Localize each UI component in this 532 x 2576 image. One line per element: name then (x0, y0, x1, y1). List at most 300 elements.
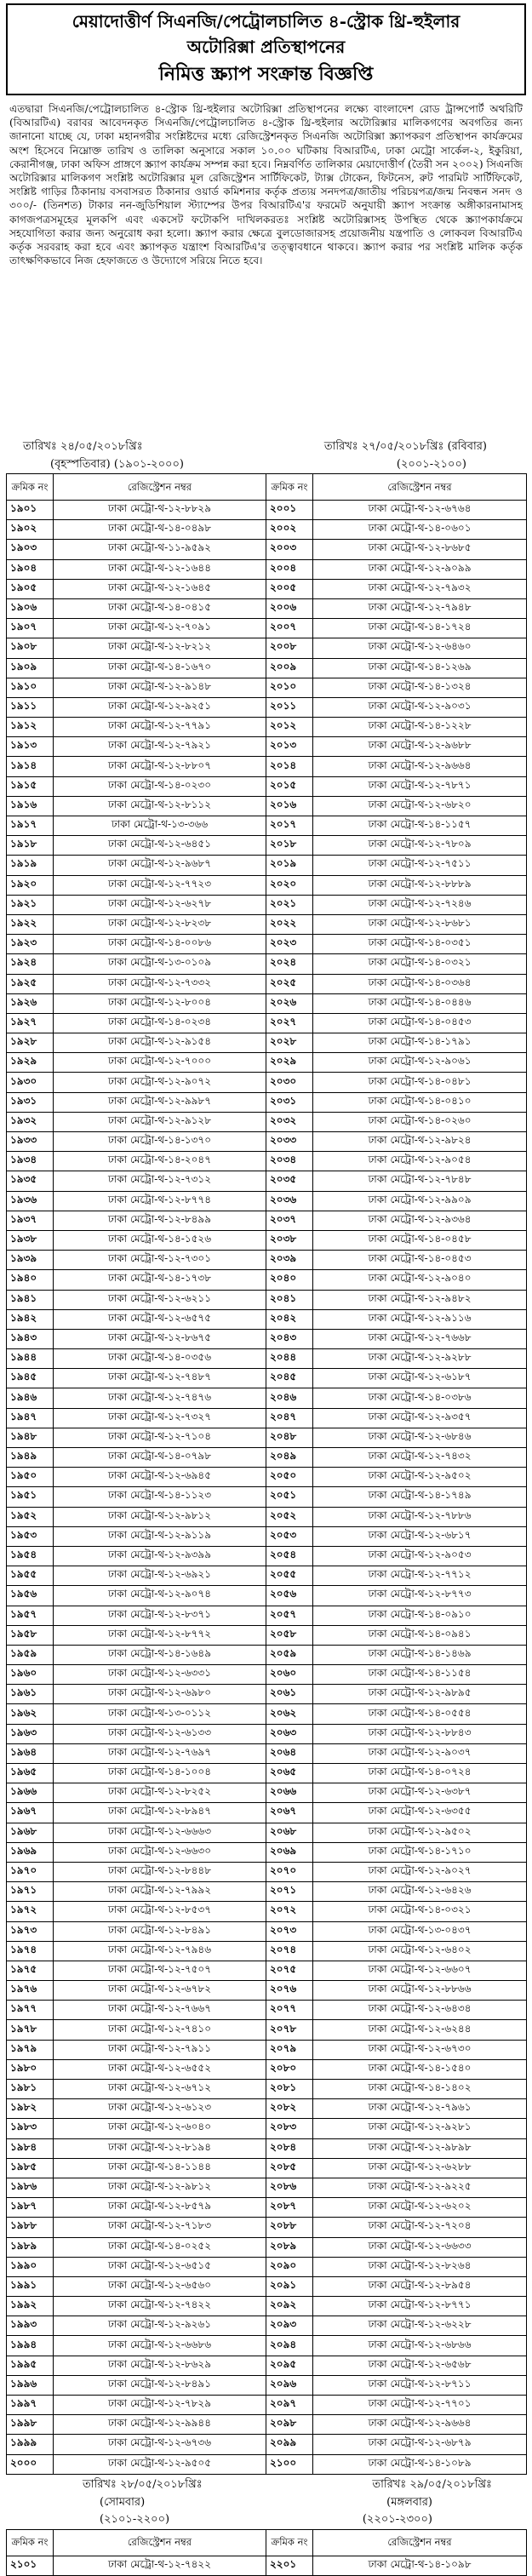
registration-cell: ঢাকা মেট্রো-থ-১২-৮৪৯১ (54, 1921, 266, 1941)
serial-cell: ২০৪৭ (266, 1408, 313, 1428)
registration-cell: ঢাকা মেট্রো-থ-১৪-১২৬৯ (313, 658, 527, 678)
serial-cell: ১৯২৪ (7, 954, 54, 974)
table-row (7, 1724, 527, 1743)
table-row (7, 1842, 527, 1862)
serial-cell: ২০২৯ (266, 1053, 313, 1073)
registration-cell: ঢাকা মেট্রো-থ-১২-৭৯৬১ (313, 2099, 527, 2119)
registration-cell: ঢাকা মেট্রো-থ-১২-৯৮১২ (54, 1507, 266, 1526)
registration-cell: ঢাকা মেট্রো-থ-১২-৬৫৬০ (54, 2276, 266, 2296)
registration-cell: ঢাকা মেট্রো-থ-১২-৯৬৬৪ (313, 757, 527, 776)
serial-cell: ১৯৫০ (7, 1468, 54, 1487)
serial-cell: ১৯৬১ (7, 1685, 54, 1704)
serial-cell: ২০৪৯ (266, 1448, 313, 1468)
header-line-1: মেয়াদোত্তীর্ণ সিএনজি/পেট্রোলচালিত ৪-স্ট্রোক থ্রি-হুইলার (72, 11, 460, 31)
registration-cell: ঢাকা মেট্রো-থ-১২-৬২০২ (313, 2198, 527, 2218)
registration-cell: ঢাকা মেট্রো-থ-১২-৯২৮৮ (313, 1349, 527, 1369)
serial-cell: ২০৭২ (266, 1902, 313, 1921)
serial-cell: ২০৮৯ (266, 2237, 313, 2257)
registration-cell: ঢাকা মেট্রো-থ-১২-৮৮৪৩ (313, 1724, 527, 1743)
serial-cell: ২০৪৩ (266, 1329, 313, 1348)
serial-cell: ১৯৪১ (7, 1290, 54, 1309)
serial-cell: ২১০১ (7, 2556, 54, 2575)
table-row (7, 1073, 527, 1092)
registration-cell: ঢাকা মেট্রো-থ-১২-৭৯২১ (54, 737, 266, 757)
table-row (7, 1941, 527, 1961)
serial-cell: ২০৪০ (266, 1270, 313, 1290)
serial-cell: ১৯৩০ (7, 1073, 54, 1092)
registration-cell: ঢাকা মেট্রো-থ-১২-৭৯৪৬ (54, 1941, 266, 1961)
registration-cell: ঢাকা মেট্রো-থ-১২-৯০৫৩ (313, 1546, 527, 1566)
section2-dates (6, 2476, 526, 2495)
registration-cell: ঢাকা মেট্রো-থ-১৪-১১৫৭ (313, 816, 527, 836)
registration-cell: ঢাকা মেট্রো-থ-১২-৭৪৩২ (313, 1448, 527, 1468)
registration-cell: ঢাকা মেট্রো-থ-১৪-১৩৭০ (54, 1132, 266, 1152)
table-row (7, 540, 527, 559)
table-row (7, 1803, 527, 1823)
section2-range-row (6, 2512, 526, 2529)
table-row (7, 895, 527, 914)
serial-cell: ২০৮১ (266, 2080, 313, 2099)
serial-cell: ১৯২৮ (7, 1033, 54, 1053)
registration-cell: ঢাকা মেট্রো-থ-১২-৮৩৭১ (54, 1606, 266, 1625)
serial-cell: ২০৯৬ (266, 2375, 313, 2395)
registration-cell: ঢাকা মেট্রো-থ-১২-৬৪৫১ (54, 836, 266, 856)
registration-cell: ঢাকা মেট্রো-থ-১২-৭৮৮৬ (313, 1507, 527, 1526)
serial-cell: ১৯৭৪ (7, 1941, 54, 1961)
notice-paragraph: এতদ্বারা সিএনজি/পেট্রোলচালিত ৪-স্ট্রোক থ্রি-হুইলার অটোরিক্সা প্রতিস্থাপনের লক্ষ্যে বাংলাদেশ রোড ট্রান্সপোর্ট অথরিটি (বিআরটিএ) বরাবর আবেদনকৃত সিএনজি/পেট্রোলচালিত ৪-স্ট্রোক থ্রি-হুইলার অটোরিক্সার মালিকগণের অবগতির জন্য জানানো যাচ্ছে যে, ঢাকা মহানগরীর সংশ্লিষ্টদের মধ্যে রেজিস্ট্রেশনকৃত সিএনজি অটোরিক্সা স্ক্র্যাপকরণ প্রতিস্থাপন কার্যক্রমের অংশ হিসেবে নিম্নোক্ত তারিখ ও তালিকা অনুসারে সকাল ১০.০০ ঘটিকায় বিআরটিএ, ঢাকা মেট্রো সার্কেল-২, ইকুরিয়া, কেরানীগঞ্জ, ঢাকা অফিস প্রাঙ্গণে স্ক্র্যাপ কার্যক্রম সম্পন্ন করা হবে। নিম্নবর্ণিত তালিকার মেয়াদোত্তীর্ণ (তৈরী সন ২০০২) সিএনজি অটোরিক্সার মালিকগণ সংশ্লিষ্ট অটোরিক্সার মূল রেজিস্ট্রেশন সার্টিফিকেট, ট্যাক্স টোকেন, ফিটনেস, রুট পারমিট সার্টিফিকেট, সংশ্লিষ্ট গাড়ির ঠিকানায় বসবাসরত ঠিকানার ওয়ার্ড কমিশনার কর্তৃক প্রত্যয় সনদপত্র/জাতীয় পরিচয়পত্র/জন্ম নিবন্ধন সনদ ও ৩০০/- (তিনশত) টাকার নন-জুডিশিয়াল স্ট্যাম্পের উপর বিআরটিএ'র ফরমেট অনুযায়ী স্ক্র্যাপ সংক্রান্ত অঙ্গীকারনামাসহ কাগজপত্রসমূহের মূলকপি এবং একসেট ফটোকপি দাখিলকরতঃ সংশ্লিষ্ট অটোরিক্সাসহ উপস্থিত থেকে স্ক্র্যাপকার্যক্রমে সহযোগিতা করার জন্য অনুরোধ করা হলো। স্ক্র্যাপ করার ক্ষেত্রে বুলডোজারসহ প্রয়োজনীয় যন্ত্রপাতি ও লোকবল বিআরটিএ কর্তৃক সরবরাহ করা হবে এবং স্ক্র্যাপকৃত যন্ত্রাংশ বিআরটিএ'র তত্ত্বাবধানে থাকবে। স্ক্র্যাপ করার পর সংশ্লিষ্ট মালিক কর্তৃক তাৎক্ষণিকভাবে নিজ হেফাজতে ও উদ্যোগে সরিয়ে নিতে হবে। (9, 103, 523, 267)
table-row (7, 559, 527, 579)
table-row (7, 1507, 527, 1526)
registration-cell: ঢাকা মেট্রো-থ-১২-৬৩৮৭ (313, 1783, 527, 1803)
serial-cell: ১৯৪৯ (7, 1448, 54, 1468)
serial-cell: ১৯৫৫ (7, 1566, 54, 1586)
serial-cell: ২০৭৪ (266, 1941, 313, 1961)
registration-cell: ঢাকা মেট্রো-থ-১৪-১৬৭০ (54, 658, 266, 678)
table-row (7, 1033, 527, 1053)
table-row (7, 1251, 527, 1270)
registration-cell: ঢাকা মেট্রো-থ-১২-৮৪৪৮ (54, 1862, 266, 1881)
registration-cell: ঢাকা মেট্রো-থ-১৪-০৭২৪ (313, 1764, 527, 1783)
table-row (7, 678, 527, 697)
table-row (7, 1665, 527, 1685)
registration-cell: ঢাকা মেট্রো-থ-১২-৬২৮৮ (313, 2158, 527, 2178)
serial-header: ক্রমিক নং (266, 474, 313, 501)
serial-cell: ১৯৯০ (7, 2257, 54, 2276)
serial-cell: ১৯০৭ (7, 619, 54, 638)
notice-header (6, 3, 526, 95)
serial-cell: ১৯৩২ (7, 1112, 54, 1131)
table-row (7, 1981, 527, 2001)
serial-cell: ২০১৪ (266, 757, 313, 776)
serial-cell: ২০০৫ (266, 579, 313, 598)
registration-cell: ঢাকা মেট্রো-থ-১৪-০৯১০ (313, 1606, 527, 1625)
registration-cell: ঢাকা মেট্রো-থ-১৪-০৪৫৩ (313, 1013, 527, 1033)
table-row (7, 1152, 527, 1171)
serial-cell: ১৯৬৭ (7, 1803, 54, 1823)
serial-cell: ১৯৩১ (7, 1092, 54, 1112)
registration-cell: ঢাকা মেট্রো-থ-১২-৭৮৭১ (313, 776, 527, 796)
serial-cell: ২০৬৮ (266, 1823, 313, 1842)
registration-cell: ঢাকা মেট্রো-থ-১২-৭৯৪৮ (313, 598, 527, 618)
registration-cell: ঢাকা মেট্রো-থ-১২-৭৬৯৭ (54, 1743, 266, 1763)
serial-cell: ২০৫৮ (266, 1625, 313, 1645)
registration-cell: ঢাকা মেট্রো-থ-১২-৬৫৭৫ (54, 1309, 266, 1329)
registration-cell: ঢাকা মেট্রো-থ-১২-৬১৩৩ (54, 1724, 266, 1743)
registration-cell: ঢাকা মেট্রো-থ-১২-৮৫৭৯ (54, 2198, 266, 2218)
registration-cell: ঢাকা মেট্রো-থ-১৪-১১৪৪ (54, 2158, 266, 2178)
serial-cell: ১৯০৬ (7, 598, 54, 618)
registration-cell: ঢাকা মেট্রো-থ-১২-৭৬৬৮ (313, 1329, 527, 1348)
registration-cell: ঢাকা মেট্রো-থ-১৪-০৩২১ (313, 954, 527, 974)
serial-cell: ১৯৬২ (7, 1704, 54, 1724)
serial-cell: ১৯৫৩ (7, 1526, 54, 1546)
registration-cell: ঢাকা মেট্রো-থ-১৪-০০৮৬ (54, 935, 266, 954)
registration-cell: ঢাকা মেট্রো-থ-১২-৬৮৬৬ (313, 2336, 527, 2356)
registration-cell: ঢাকা মেট্রো-থ-১২-৬৭১২ (54, 2080, 266, 2099)
table-row (7, 1526, 527, 1546)
serial-cell: ১৯৩৩ (7, 1132, 54, 1152)
serial-cell: ২০৬৭ (266, 1803, 313, 1823)
table-row (7, 1546, 527, 1566)
registration-cell: ঢাকা মেট্রো-থ-১৪-০৪৮১ (313, 1073, 527, 1092)
registration-cell: ঢাকা মেট্রো-থ-১২-৮৭৭১ (313, 2297, 527, 2316)
serial-cell: ১৯৩৪ (7, 1152, 54, 1171)
table-row (7, 856, 527, 875)
serial-cell: ১৯৩৮ (7, 1230, 54, 1250)
serial-cell: ২০৫৯ (266, 1645, 313, 1664)
serial-cell: ২০৬৪ (266, 1743, 313, 1763)
registration-cell: ঢাকা মেট্রো-থ-১৪-০২৩০ (54, 776, 266, 796)
serial-cell: ১৯৭৭ (7, 2001, 54, 2020)
registration-cell: ঢাকা মেট্রো-থ-১৪-১১২৩ (54, 1487, 266, 1507)
registration-cell: ঢাকা মেট্রো-থ-১৪-০২৫২ (54, 2237, 266, 2257)
section1-date-right: তারিখঃ ২৭/০৫/২০১৮খ্রিঃ (রবিবার) (323, 439, 487, 453)
section2-ranges (6, 2495, 526, 2512)
table-row (7, 2316, 527, 2336)
serial-cell: ১৯৪৭ (7, 1408, 54, 1428)
serial-cell: ২০২২ (266, 914, 313, 934)
registration-cell: ঢাকা মেট্রো-থ-১২-৭০৯১ (54, 619, 266, 638)
registration-cell: ঢাকা মেট্রো-থ-১২-১৬৪৫ (54, 579, 266, 598)
registration-cell: ঢাকা মেট্রো-থ-১৪-১৪০২ (313, 2080, 527, 2099)
serial-cell: ২০১১ (266, 697, 313, 717)
serial-cell: ১৯১৯ (7, 856, 54, 875)
serial-cell: ২০৮৮ (266, 2218, 313, 2237)
serial-cell: ১৯১২ (7, 718, 54, 737)
registration-cell: ঢাকা মেট্রো-থ-১২-৯১২৮ (54, 1112, 266, 1131)
table-row (7, 1369, 527, 1388)
registration-cell: ঢাকা মেট্রো-থ-১২-৭৯১১ (54, 2040, 266, 2059)
serial-cell: ১৯৬৮ (7, 1823, 54, 1842)
registration-cell: ঢাকা মেট্রো-থ-১২-৬৯৪৫ (54, 1468, 266, 1487)
table-row (7, 1882, 527, 1902)
registration-cell: ঢাকা মেট্রো-থ-১৪-১২২৮ (313, 718, 527, 737)
registration-cell: ঢাকা মেট্রো-থ-১৪-০৪১০ (313, 1092, 527, 1112)
serial-cell: ১৯৫৮ (7, 1625, 54, 1645)
table-row (7, 993, 527, 1013)
table-row (7, 2435, 527, 2454)
table-row (7, 1645, 527, 1664)
table-row (7, 2556, 527, 2575)
serial-cell: ২০১৯ (266, 856, 313, 875)
serial-cell: ২০৩৫ (266, 1171, 313, 1191)
registration-cell: ঢাকা মেট্রো-থ-১২-৬৪২৬ (313, 1882, 527, 1902)
registration-cell: ঢাকা মেট্রো-থ-১২-৬৬৮৬ (54, 2336, 266, 2356)
reg-header: রেজিস্ট্রেশন নম্বর (54, 2529, 266, 2556)
serial-cell: ২০৮৬ (266, 2178, 313, 2197)
registration-cell: ঢাকা মেট্রো-থ-১২-৯১৪৮ (54, 678, 266, 697)
table-row (7, 1211, 527, 1230)
table-row (7, 1448, 527, 1468)
section2-range-left: (২১০১-২২০০) (100, 2513, 170, 2527)
registration-cell: ঢাকা মেট্রো-থ-১৪-০৬০১ (313, 520, 527, 540)
table-row (7, 1191, 527, 1211)
serial-cell: ২০৬২ (266, 1704, 313, 1724)
serial-cell: ১৯০২ (7, 520, 54, 540)
registration-cell: ঢাকা মেট্রো-থ-১২-৮৮২৯ (54, 501, 266, 520)
serial-cell: ২০০৯ (266, 658, 313, 678)
serial-cell: ১৯১৩ (7, 737, 54, 757)
serial-cell: ২০৩১ (266, 1092, 313, 1112)
table-row (7, 1349, 527, 1369)
table-row (7, 2099, 527, 2119)
registration-cell: ঢাকা মেট্রো-থ-১৪-০৫৫৪ (313, 1704, 527, 1724)
registration-cell: ঢাকা মেট্রো-থ-১৩-০১০৯ (54, 954, 266, 974)
registration-cell: ঢাকা মেট্রো-থ-১২-৭৭২৩ (54, 875, 266, 895)
serial-cell: ১৯৪৫ (7, 1369, 54, 1388)
serial-cell: ১৯৮৮ (7, 2218, 54, 2237)
registration-cell: ঢাকা মেট্রো-থ-১২-৯৯০৯ (313, 1191, 527, 1211)
serial-cell: ২০৯০ (266, 2257, 313, 2276)
section1-date-left: তারিখঃ ২৪/০৫/২০১৮খ্রিঃ (23, 439, 143, 453)
serial-cell: ২০২০ (266, 875, 313, 895)
serial-cell: ২০০২ (266, 520, 313, 540)
table-row (7, 2178, 527, 2197)
table-row (7, 1586, 527, 1606)
serial-cell: ২০৯৫ (266, 2356, 313, 2375)
registration-cell: ঢাকা মেট্রো-থ-১২-৯২৫১ (54, 697, 266, 717)
serial-header: ক্রমিক নং (266, 2529, 313, 2556)
serial-cell: ২০২৪ (266, 954, 313, 974)
registration-cell: ঢাকা মেট্রো-থ-১২-৭৩৩২ (54, 974, 266, 993)
table-row (7, 1783, 527, 1803)
registration-cell: ঢাকা মেট্রো-থ-১২-৮৬৮৫ (313, 540, 527, 559)
serial-cell: ২০৪৫ (266, 1369, 313, 1388)
serial-cell: ২০৩৯ (266, 1251, 313, 1270)
table-row (7, 1092, 527, 1112)
serial-cell: ১৯১৪ (7, 757, 54, 776)
section1-day-left: (বৃহস্পতিবার) (50, 457, 111, 471)
serial-cell: ২০৯৮ (266, 2415, 313, 2435)
serial-cell: ২০৫০ (266, 1468, 313, 1487)
registration-cell: ঢাকা মেট্রো-থ-১২-৭৮২৯ (54, 2396, 266, 2415)
registration-cell: ঢাকা মেট্রো-থ-১৪-১৬৪৯ (54, 1645, 266, 1664)
table-row (7, 501, 527, 520)
registration-cell: ঢাকা মেট্রো-থ-১৪-১৪৬৯ (313, 1645, 527, 1664)
serial-cell: ১৯৪২ (7, 1309, 54, 1329)
serial-cell: ২০৫৪ (266, 1546, 313, 1566)
registration-cell: ঢাকা মেট্রো-থ-১২-৬০৪০ (54, 2119, 266, 2138)
registration-cell: ঢাকা মেট্রো-থ-১২-৬৭৮২ (54, 1981, 266, 2001)
table-row (7, 954, 527, 974)
registration-cell: ঢাকা মেট্রো-থ-১২-৭৪২২ (54, 2297, 266, 2316)
table-row (7, 1704, 527, 1724)
registration-cell: ঢাকা মেট্রো-থ-১২-৯০৬১ (313, 1053, 527, 1073)
serial-cell: ২০৫১ (266, 1487, 313, 1507)
table-row (7, 1823, 527, 1842)
reg-header: রেজিস্ট্রেশন নম্বর (54, 474, 266, 501)
table-row (7, 2020, 527, 2040)
registration-cell: ঢাকা মেট্রো-থ-১২-৯৯৪৪ (54, 2415, 266, 2435)
section2-date-left: তারিখঃ ২৮/০৫/২০১৮খ্রিঃ (83, 2478, 203, 2492)
reg-header: রেজিস্ট্রেশন নম্বর (313, 2529, 527, 2556)
serial-cell: ২০১২ (266, 718, 313, 737)
serial-cell: ২০২১ (266, 895, 313, 914)
registration-cell: ঢাকা মেট্রো-থ-১২-৬৬৩০ (54, 1842, 266, 1862)
serial-cell: ১৯২৬ (7, 993, 54, 1013)
serial-cell: ১৯৮৬ (7, 2178, 54, 2197)
serial-cell: ১৯৬৯ (7, 1842, 54, 1862)
registration-cell: ঢাকা মেট্রো-থ-১২-৬১২৩ (54, 2099, 266, 2119)
serial-cell: ১৯২২ (7, 914, 54, 934)
serial-cell: ১৯৮৫ (7, 2158, 54, 2178)
serial-cell: ১৯৪৬ (7, 1388, 54, 1408)
serial-cell: ১৯৭৯ (7, 2040, 54, 2059)
table-row (7, 776, 527, 796)
serial-cell: ২০৮৭ (266, 2198, 313, 2218)
serial-cell: ১৯৯৪ (7, 2336, 54, 2356)
registration-cell: ঢাকা মেট্রো-থ-১৪-০৩৬৪ (313, 974, 527, 993)
registration-cell: ঢাকা মেট্রো-থ-১২-৬৫৫২ (54, 2059, 266, 2079)
registration-cell: ঢাকা মেট্রো-থ-১৪-১৩২৪ (313, 678, 527, 697)
notice-page (6, 3, 526, 2570)
registration-cell: ঢাকা মেট্রো-থ-১২-৯০৩১ (313, 697, 527, 717)
registration-cell: ঢাকা মেট্রো-থ-১৩-৩৬৬ (54, 816, 266, 836)
registration-cell: ঢাকা মেট্রো-থ-১২-৬৪০২ (313, 1941, 527, 1961)
serial-cell: ১৯০৮ (7, 638, 54, 658)
serial-cell: ২০৯৩ (266, 2316, 313, 2336)
serial-cell: ১৯৭০ (7, 1862, 54, 1881)
serial-cell: ১৯০১ (7, 501, 54, 520)
registration-cell: ঢাকা মেট্রো-থ-১২-৯৬৬৪ (313, 2415, 527, 2435)
registration-cell: ঢাকা মেট্রো-থ-১২-৯০৯৯ (313, 559, 527, 579)
registration-cell: ঢাকা মেট্রো-থ-১২-৮৫৩৭ (54, 1902, 266, 1921)
section1-ranges (6, 456, 526, 473)
serial-cell: ২০৬৫ (266, 1764, 313, 1783)
serial-cell: ১৯৫২ (7, 1507, 54, 1526)
registration-cell: ঢাকা মেট্রো-থ-১২-৯৮২৪ (313, 1132, 527, 1152)
registration-cell: ঢাকা মেট্রো-থ-১২-৯০৭৪ (54, 1586, 266, 1606)
serial-cell: ২০০৪ (266, 559, 313, 579)
registration-cell: ঢাকা মেট্রো-থ-১৪-০৯৪১ (313, 1625, 527, 1645)
registration-cell: ঢাকা মেট্রো-থ-১২-৯৮৯৮ (313, 2138, 527, 2158)
serial-cell: ২০৭৫ (266, 1961, 313, 1980)
registration-cell: ঢাকা মেট্রো-থ-১২-৮৭৭৪ (54, 1191, 266, 1211)
serial-cell: ২০০৮ (266, 638, 313, 658)
registration-cell: ঢাকা মেট্রো-থ-১২-৭৫১১ (313, 856, 527, 875)
registration-cell: ঢাকা মেট্রো-থ-১২-৮৭৭২ (54, 1625, 266, 1645)
serial-cell: ১৯৬০ (7, 1665, 54, 1685)
registration-cell: ঢাকা মেট্রো-থ-১৪-১৭১০ (313, 1842, 527, 1862)
serial-cell: ১৯৭৬ (7, 1981, 54, 2001)
serial-cell: ২২০১ (266, 2556, 313, 2575)
serial-cell: ২০৭৯ (266, 2040, 313, 2059)
table-row (7, 737, 527, 757)
table-body (7, 2556, 527, 2575)
serial-cell: ১৯৭৮ (7, 2020, 54, 2040)
registration-cell: ঢাকা মেট্রো-থ-১২-৬৪৬০ (313, 638, 527, 658)
registration-cell: ঢাকা মেট্রো-থ-১২-৬৬৩৩ (313, 2237, 527, 2257)
serial-cell: ১৯১৬ (7, 796, 54, 816)
serial-cell: ২০৪৮ (266, 1428, 313, 1447)
registration-cell: ঢাকা মেট্রো-থ-১২-৮৪৯১ (54, 2375, 266, 2395)
serial-cell: ১৯৬৪ (7, 1743, 54, 1763)
registration-cell: ঢাকা মেট্রো-থ-১২-৮২৫২ (54, 1783, 266, 1803)
serial-cell: ১৯৩৬ (7, 1191, 54, 1211)
registration-cell: ঢাকা মেট্রো-থ-১২-৬৫১৫ (54, 2257, 266, 2276)
table-row (7, 1902, 527, 1921)
registration-cell: ঢাকা মেট্রো-থ-১২-৬৬০৭ (313, 1961, 527, 1980)
registration-cell: ঢাকা মেট্রো-থ-১২-৯২৬১ (54, 2316, 266, 2336)
header-title: নিমিত্ত স্ক্র্যাপ সংক্রান্ত বিজ্ঞপ্তি (158, 63, 374, 85)
registration-cell: ঢাকা মেট্রো-থ-১২-৬৮৭৯ (313, 2435, 527, 2454)
registration-cell: ঢাকা মেট্রো-থ-১২-৬৩৫৫ (313, 1803, 527, 1823)
table-row (7, 2158, 527, 2178)
table-row (7, 2257, 527, 2276)
registration-cell: ঢাকা মেট্রো-থ-১২-৯৫০২ (313, 1823, 527, 1842)
registration-cell: ঢাকা মেট্রো-থ-১২-৭১৮৩ (54, 2218, 266, 2237)
serial-cell: ১৯৫১ (7, 1487, 54, 1507)
serial-cell: ১৯১৫ (7, 776, 54, 796)
serial-cell: ১৯৮২ (7, 2099, 54, 2119)
serial-cell: ১৯৮৪ (7, 2138, 54, 2158)
registration-cell: ঢাকা মেট্রো-থ-১২-৯২২৫ (313, 2178, 527, 2197)
table-row (7, 697, 527, 717)
registration-cell: ঢাকা মেট্রো-থ-১৪-০৭৯৮ (54, 1448, 266, 1468)
registration-cell: ঢাকা মেট্রো-থ-১৪-১৫৪০ (313, 2059, 527, 2079)
serial-cell: ২০০০ (7, 2454, 54, 2474)
table-row (7, 2375, 527, 2395)
header-line-2: অটোরিক্সা প্রতিস্থাপনের (186, 37, 346, 57)
registration-cell: ঢাকা মেট্রো-থ-১২-৮৭৭৩ (313, 1586, 527, 1606)
registration-cell: ঢাকা মেট্রো-থ-১২-৮৬২৯ (54, 2356, 266, 2375)
serial-cell: ২১০০ (266, 2454, 313, 2474)
registration-cell: ঢাকা মেট্রো-থ-১৪-০৩৫১ (313, 935, 527, 954)
serial-cell: ১৯৮৯ (7, 2237, 54, 2257)
serial-cell: ২০৬০ (266, 1665, 313, 1685)
registration-cell: ঢাকা মেট্রো-থ-১৪-১৭২৪ (313, 619, 527, 638)
table-row (7, 1053, 527, 1073)
table-row (7, 2080, 527, 2099)
registration-cell: ঢাকা মেট্রো-থ-১৪-১০০৪ (54, 1764, 266, 1783)
table-row (7, 1625, 527, 1645)
reg-header: রেজিস্ট্রেশন নম্বর (313, 474, 527, 501)
serial-cell: ২০৯৪ (266, 2336, 313, 2356)
table-row (7, 2415, 527, 2435)
registration-cell: ঢাকা মেট্রো-থ-১২-৮৮৬৬ (313, 1981, 527, 2001)
table-row (7, 718, 527, 737)
registration-cell: ঢাকা মেট্রো-থ-১৪-১৭৪৯ (313, 1487, 527, 1507)
registration-cell: ঢাকা মেট্রো-থ-১৪-১০৯৮ (313, 2556, 527, 2575)
table-row (7, 875, 527, 895)
serial-cell: ২০১৬ (266, 796, 313, 816)
registration-cell: ঢাকা মেট্রো-থ-১২-৬২৪৪ (313, 2020, 527, 2040)
serial-cell: ১৯৯৭ (7, 2396, 54, 2415)
registration-cell: ঢাকা মেট্রো-থ-১২-৬৯২১ (54, 1566, 266, 1586)
registration-cell: ঢাকা মেট্রো-থ-১৪-০৪৪৬ (313, 993, 527, 1013)
serial-cell: ২০৭৮ (266, 2020, 313, 2040)
table-body (7, 501, 527, 2475)
